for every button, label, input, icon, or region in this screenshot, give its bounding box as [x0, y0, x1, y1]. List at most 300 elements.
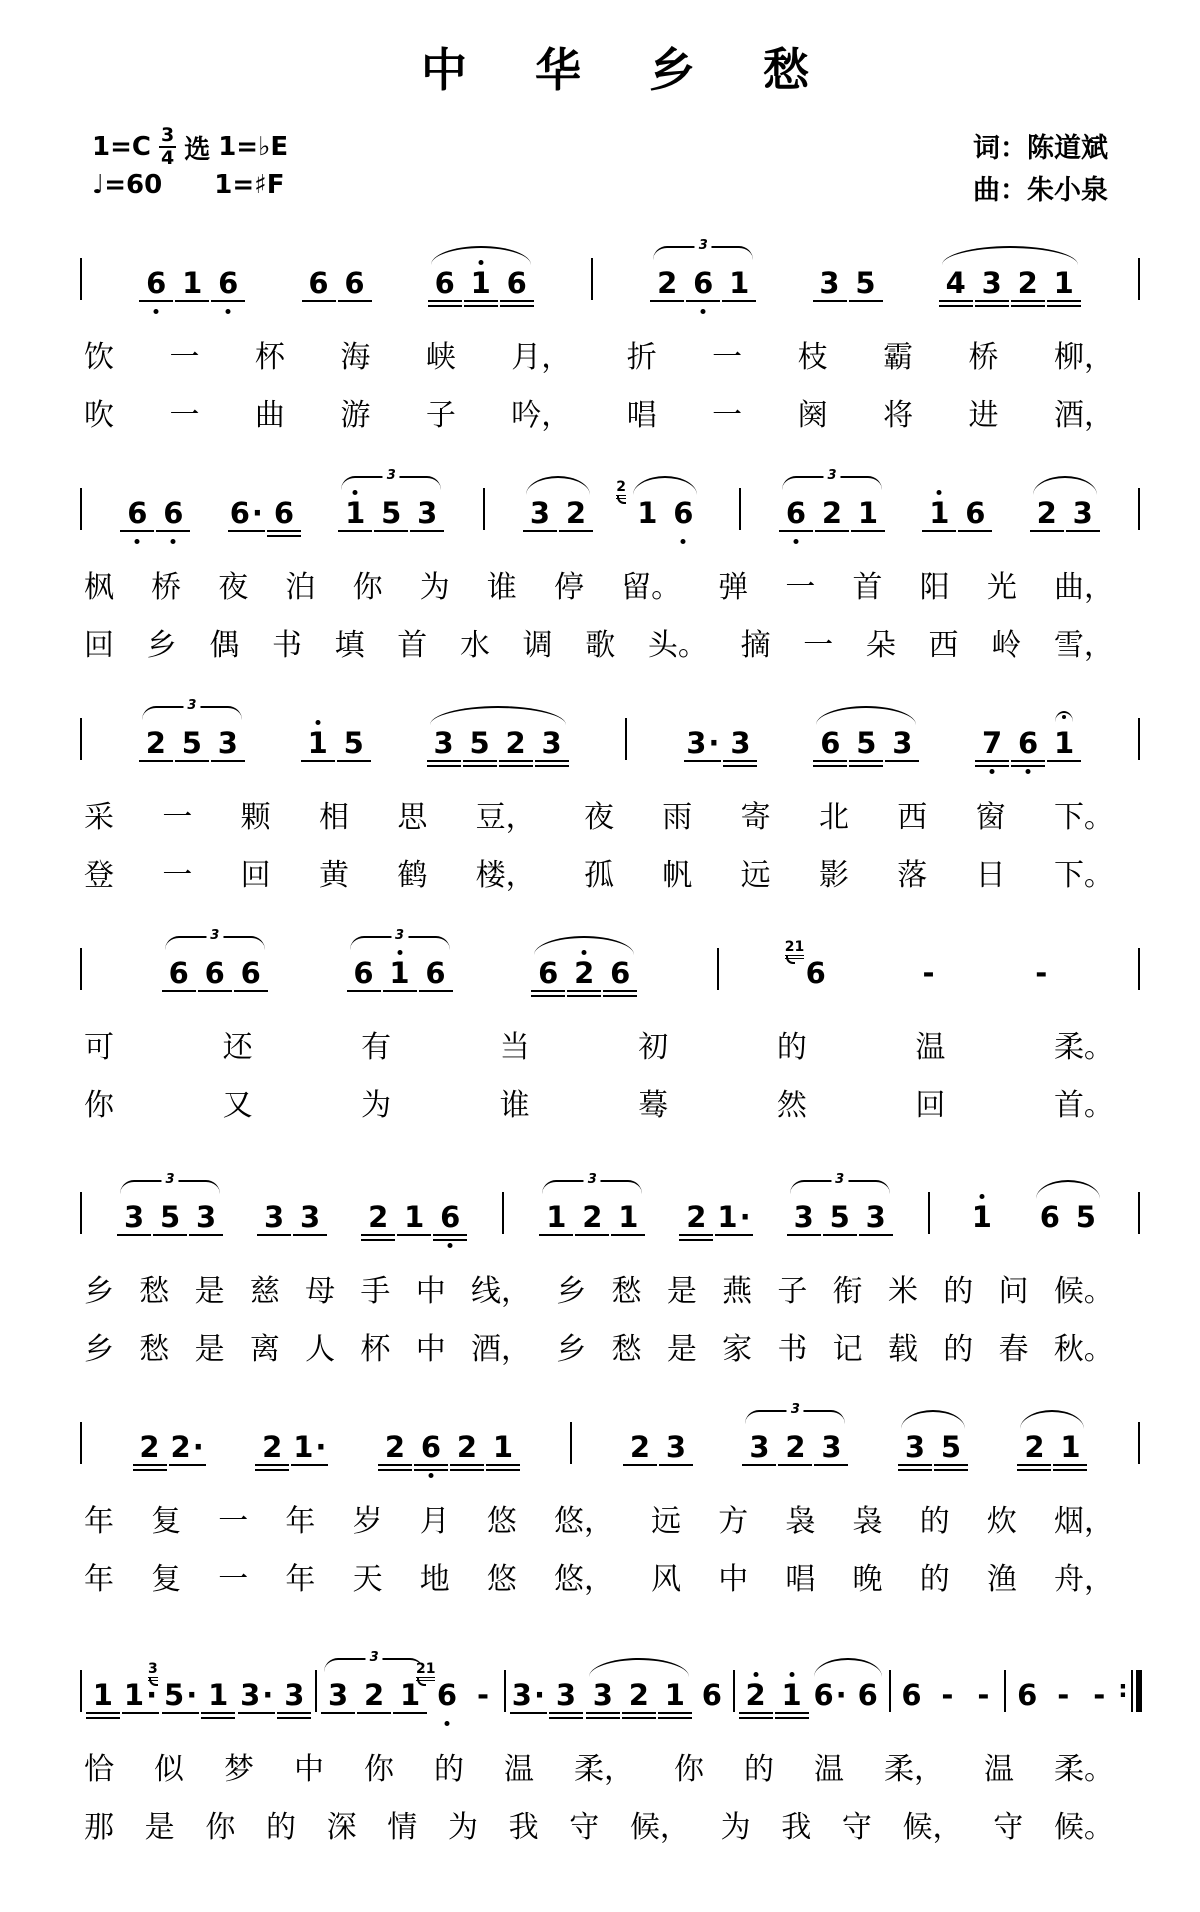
lyric-syllable: 寄 — [740, 800, 771, 835]
time-signature — [159, 126, 176, 168]
grace-note: 21 — [785, 940, 804, 959]
note: 3· — [509, 1680, 548, 1712]
note-group — [427, 246, 535, 300]
barline — [502, 1192, 504, 1234]
note-group — [538, 1180, 646, 1234]
beam-group — [148, 1661, 236, 1712]
lyric-syllable: 是 — [194, 1332, 225, 1367]
duration-dash: - — [922, 956, 935, 990]
lyric-syllable: 风 — [651, 1562, 682, 1597]
notes-row — [78, 1394, 1142, 1482]
lyric-syllable: 登 — [84, 858, 114, 893]
note: 2 — [558, 498, 594, 530]
lyric-syllable: 乡 — [146, 628, 177, 663]
lyric-syllable: 候， — [629, 1810, 690, 1845]
lyrics-line-1 — [84, 1496, 1114, 1540]
augmentation-dot: · — [739, 1200, 751, 1234]
lyric-syllable: 子 — [425, 398, 456, 433]
note: 6 — [665, 498, 701, 530]
note: 6 — [778, 498, 814, 530]
lyric-syllable: 一 — [712, 398, 743, 433]
note: 1 — [382, 958, 418, 990]
note: 3 — [426, 728, 462, 760]
note: 3 — [409, 498, 445, 530]
note: 3 — [116, 1202, 152, 1234]
note-group — [893, 1660, 1001, 1712]
arc-spacer — [305, 248, 369, 265]
lyric-syllable: 梦 — [224, 1752, 254, 1787]
note: 2 — [377, 1432, 413, 1464]
lyric-syllable: 那 — [84, 1810, 114, 1845]
lyrics-line-2 — [84, 1554, 1114, 1598]
note: 3 — [534, 728, 570, 760]
augmentation-dot: · — [708, 726, 720, 760]
augmentation-dot: · — [251, 496, 263, 530]
notes-row — [78, 1164, 1142, 1252]
note: 6 — [337, 268, 373, 300]
lyric-syllable: 一 — [712, 340, 743, 375]
barline — [1138, 948, 1140, 990]
note: 2 — [738, 1680, 774, 1712]
note: 2 — [498, 728, 534, 760]
note: 5 — [933, 1432, 969, 1464]
arc-spacer — [915, 938, 943, 955]
beam-group — [812, 268, 884, 300]
lyric-syllable: 一 — [162, 858, 193, 893]
note: 6· — [813, 1678, 847, 1712]
repeat-dots: : — [1118, 1675, 1128, 1703]
lyric-syllable: 饮 — [84, 340, 114, 375]
note-group — [1029, 476, 1101, 530]
note: 6 — [701, 1678, 722, 1712]
lyric-syllable: 蓦 — [638, 1088, 669, 1123]
system-5 — [78, 1164, 1152, 1368]
lyric-syllable: 酒， — [470, 1332, 531, 1367]
lyric-syllable: 年 — [285, 1562, 316, 1597]
note: 5 — [462, 728, 498, 760]
barline — [80, 1670, 82, 1712]
note: 7 — [974, 728, 1010, 760]
barline — [1138, 258, 1140, 300]
lyric-syllable: 一 — [169, 340, 200, 375]
note: 21 6 — [429, 1680, 465, 1712]
augmentation-dot: · — [315, 1430, 327, 1464]
beam-group — [509, 1680, 584, 1712]
slur-arc — [1033, 476, 1097, 495]
arc-spacer — [687, 708, 754, 725]
beam-group — [1029, 498, 1101, 530]
lyric-syllable: 雪， — [1053, 628, 1114, 663]
barline — [889, 1670, 891, 1712]
notes-row — [78, 1642, 1142, 1730]
note: 3 — [812, 268, 848, 300]
arc-spacer — [742, 1660, 806, 1677]
beam-group — [938, 268, 1082, 300]
lyric-syllable: 阕 — [797, 398, 828, 433]
note: 5 — [822, 1202, 858, 1234]
augmentation-dot: · — [146, 1678, 158, 1712]
barline — [483, 488, 485, 530]
note-group — [426, 706, 570, 760]
note-group — [300, 708, 372, 760]
lyric-syllable: 日 — [975, 858, 1006, 893]
lyric-syllable: 乡 — [84, 1274, 114, 1309]
lyric-syllable: 唱 — [785, 1562, 816, 1597]
lyric-syllable: 柔， — [574, 1752, 634, 1787]
time-signature-denominator: 4 — [160, 147, 175, 169]
arc-spacer — [513, 1660, 580, 1677]
note: 1 — [174, 268, 210, 300]
lyric-syllable: 远 — [651, 1504, 682, 1539]
beam-group — [138, 268, 246, 300]
lyric-syllable: 书 — [271, 628, 302, 663]
lyric-syllable: 月 — [419, 1504, 450, 1539]
lyric-syllable: 酒， — [1053, 398, 1114, 433]
lyric-syllable: 你 — [352, 570, 383, 605]
lyric-syllable: 我 — [781, 1810, 812, 1845]
note: 3 — [320, 1680, 356, 1712]
lyric-syllable: 晚 — [852, 1562, 883, 1597]
lyricist-credit: 词：陈道斌 — [973, 133, 1108, 164]
lyric-syllable: 温 — [504, 1752, 534, 1787]
barline — [1138, 488, 1140, 530]
note: 2 — [449, 1432, 485, 1464]
arc-spacer — [816, 248, 880, 265]
lyric-syllable: 一 — [803, 628, 834, 663]
lyric-syllable: 子 — [777, 1274, 808, 1309]
note: 5 — [152, 1202, 188, 1234]
lyric-syllable: 进 — [968, 398, 999, 433]
note-group — [897, 1410, 969, 1464]
barline — [591, 258, 593, 300]
note: 3· — [683, 728, 722, 760]
augmentation-dot: · — [835, 1678, 847, 1712]
lyric-syllable: 又 — [222, 1088, 253, 1123]
beam-group — [786, 1202, 894, 1234]
note: 6· — [227, 498, 266, 530]
lyric-syllable: 初 — [638, 1030, 669, 1065]
beam-group — [538, 1202, 646, 1234]
alternate-key-select-label: 选 — [184, 134, 211, 165]
barline — [1004, 1670, 1006, 1712]
lyric-syllable: 留。 — [621, 570, 682, 605]
octave-dot-above — [397, 950, 402, 955]
lyric-syllable: 一 — [169, 398, 200, 433]
system-3 — [78, 690, 1152, 894]
arc-spacer — [433, 1660, 497, 1677]
note: 3 — [210, 728, 246, 760]
slur-arc — [1036, 1180, 1100, 1199]
lyrics-line-1 — [84, 1744, 1114, 1788]
lyric-syllable: 柔， — [884, 1752, 944, 1787]
grace-note: 2 — [616, 480, 626, 499]
lyric-syllable: 为 — [447, 1810, 478, 1845]
arc-spacer — [260, 1182, 324, 1199]
note: 2 — [649, 268, 685, 300]
note-group — [649, 246, 757, 300]
lyric-syllable: 可 — [84, 1030, 114, 1065]
lyric-syllable: 杯 — [254, 340, 285, 375]
lyric-syllable: 窗 — [975, 800, 1006, 835]
beam-group — [161, 958, 269, 990]
beam-group — [416, 1661, 501, 1712]
note: 2 — [1029, 498, 1065, 530]
note: 1 — [463, 268, 499, 300]
arc-spacer — [231, 478, 298, 495]
beam-group — [427, 268, 535, 300]
note-group — [585, 1658, 693, 1712]
note-group — [786, 1180, 894, 1234]
barline — [625, 718, 627, 760]
lyric-syllable: 秋。 — [1053, 1332, 1114, 1367]
beam-group — [974, 728, 1082, 760]
beam-group — [741, 1432, 849, 1464]
lyric-syllable: 吟， — [511, 398, 572, 433]
lyric-syllable: 愁 — [139, 1274, 170, 1309]
note: 1 — [337, 498, 373, 530]
arc-spacer — [136, 1412, 203, 1429]
lyric-syllable: 泊 — [285, 570, 316, 605]
lyric-syllable: 问 — [998, 1274, 1029, 1309]
note: 6 — [957, 498, 993, 530]
lyric-syllable: 悠 — [486, 1562, 517, 1597]
lyric-syllable: 记 — [832, 1332, 863, 1367]
barline — [80, 258, 82, 300]
note-group — [964, 1182, 1000, 1234]
octave-dot-above — [789, 1672, 794, 1677]
lyric-syllable: 回 — [84, 628, 114, 663]
beam-group — [622, 1432, 694, 1464]
octave-dot-above — [979, 1194, 984, 1199]
note: 3 — [858, 1202, 894, 1234]
triplet-arc — [120, 1180, 220, 1199]
augmentation-dot: · — [533, 1678, 545, 1712]
beam-group — [1016, 1432, 1088, 1464]
note: 2 — [622, 1432, 658, 1464]
slur-arc — [814, 1658, 881, 1677]
lyric-syllable: 是 — [144, 1810, 175, 1845]
note-group — [148, 1660, 236, 1712]
note-group — [911, 938, 947, 990]
note: 2 — [814, 498, 850, 530]
lyric-syllable: 中 — [294, 1752, 324, 1787]
system-7 — [78, 1642, 1152, 1846]
lyric-syllable: 夜 — [218, 570, 249, 605]
note: 6 — [812, 728, 848, 760]
octave-dot-above — [753, 1672, 758, 1677]
beam-group — [346, 958, 454, 990]
lyric-syllable: 岭 — [991, 628, 1022, 663]
octave-dot-above — [315, 720, 320, 725]
note: 1· — [290, 1432, 329, 1464]
lyric-syllable: 枫 — [84, 570, 114, 605]
lyric-syllable: 乡 — [84, 1332, 114, 1367]
beam-group — [530, 958, 638, 990]
lyric-syllable: 游 — [340, 398, 371, 433]
lyric-syllable: 为 — [720, 1810, 751, 1845]
slur-arc — [816, 706, 916, 725]
lyric-syllable: 一 — [218, 1504, 249, 1539]
lyric-syllable: 人 — [305, 1332, 336, 1367]
notes-row — [78, 460, 1142, 548]
lyric-syllable: 黄 — [318, 858, 349, 893]
note-group — [1009, 1660, 1117, 1712]
lyric-syllable: 首 — [852, 570, 883, 605]
lyric-syllable: 守 — [569, 1810, 600, 1845]
note: 2 — [566, 958, 602, 990]
lyric-syllable: 一 — [162, 800, 193, 835]
lyrics-line-1 — [84, 332, 1114, 376]
lyric-syllable: 愁 — [139, 1332, 170, 1367]
beam-group — [360, 1202, 468, 1234]
note: 6 — [499, 268, 535, 300]
beam-group — [683, 728, 758, 760]
note-group — [256, 1182, 328, 1234]
note: 3 — [548, 1680, 584, 1712]
slur-arc — [633, 476, 697, 495]
lyric-syllable: 候， — [902, 1810, 963, 1845]
lyric-syllable: 的 — [943, 1274, 974, 1309]
song-title: 中 华 乡 愁 — [420, 43, 836, 97]
lyric-syllable: 温 — [915, 1030, 946, 1065]
lyric-syllable: 似 — [154, 1752, 184, 1787]
note-group — [784, 938, 834, 990]
note-group — [678, 1182, 753, 1234]
lyric-syllable: 的 — [943, 1332, 974, 1367]
lyric-syllable: 唱 — [626, 398, 657, 433]
beam-group — [337, 498, 445, 530]
note: 6 — [138, 268, 174, 300]
time-signature-numerator: 3 — [160, 124, 175, 146]
lyric-syllable: 深 — [326, 1810, 357, 1845]
lyric-syllable: 温 — [814, 1752, 844, 1787]
lyric-syllable: 偶 — [209, 628, 240, 663]
note: 2 1 — [616, 479, 658, 530]
beam-group — [522, 498, 594, 530]
octave-dot-above — [582, 950, 587, 955]
notes-row — [78, 920, 1142, 1008]
lyric-syllable: 守 — [841, 1810, 872, 1845]
credits-block — [973, 128, 1108, 212]
lyric-syllable: 的 — [919, 1504, 950, 1539]
key-signature: 1=C — [92, 132, 151, 162]
note: 1 — [200, 1680, 236, 1712]
beam-group — [921, 498, 993, 530]
beam-group — [300, 728, 372, 760]
lyric-syllable: 手 — [360, 1274, 391, 1309]
beam-group — [893, 1680, 1001, 1712]
lyric-syllable: 中 — [718, 1562, 749, 1597]
slur-arc — [901, 1410, 965, 1429]
barline — [80, 718, 82, 760]
note: 6 — [1017, 1678, 1038, 1712]
note: 5 — [1075, 1200, 1096, 1234]
note-group — [320, 1658, 428, 1712]
slur-arc — [430, 706, 566, 725]
octave-dot-above — [478, 260, 483, 265]
beam-group — [812, 728, 920, 760]
note: 1 — [1046, 728, 1082, 760]
lyric-syllable: 年 — [84, 1562, 114, 1597]
barline — [315, 1670, 317, 1712]
note: 6 — [418, 958, 454, 990]
beam-group — [1009, 1680, 1117, 1712]
lyric-syllable: 水 — [459, 628, 490, 663]
lyric-syllable: 停 — [553, 570, 584, 605]
lyric-syllable: 阳 — [919, 570, 950, 605]
arc-spacer — [364, 1182, 464, 1199]
octave-dot-below — [226, 309, 231, 314]
triplet-arc — [542, 1180, 642, 1199]
note: 1 — [392, 1680, 428, 1712]
lyric-syllable: 霸 — [883, 340, 914, 375]
note: 2 — [356, 1680, 392, 1712]
arc-spacer — [304, 708, 368, 725]
note-group — [377, 1412, 521, 1464]
lyric-syllable: 地 — [419, 1562, 450, 1597]
lyric-syllable: 方 — [718, 1504, 749, 1539]
key-tempo-block — [92, 124, 289, 204]
lyric-syllable: 春 — [998, 1332, 1029, 1367]
note: 1· — [714, 1202, 753, 1234]
note: 2 — [678, 1202, 714, 1234]
barline — [733, 1670, 735, 1712]
beam-group — [85, 1680, 160, 1712]
note: 3 — [897, 1432, 933, 1464]
lyric-syllable: 候。 — [1053, 1274, 1114, 1309]
lyric-syllable: 为 — [419, 570, 450, 605]
duration-dash: - — [941, 1678, 954, 1712]
lyric-syllable: 豆， — [475, 800, 536, 835]
arc-spacer — [698, 1660, 726, 1677]
thick-barline — [1136, 1670, 1142, 1712]
note: 2 — [360, 1202, 396, 1234]
arc-spacer — [925, 478, 989, 495]
lyric-syllable: 西 — [928, 628, 959, 663]
note: 3 — [256, 1202, 292, 1234]
lyric-syllable: 舟， — [1053, 1562, 1114, 1597]
note: 3· — [237, 1680, 276, 1712]
lyric-syllable: 复 — [151, 1562, 182, 1597]
lyric-syllable: 调 — [522, 628, 553, 663]
lyrics-line-1 — [84, 792, 1114, 836]
note: 1 — [964, 1202, 1000, 1234]
lyric-syllable: 鹤 — [397, 858, 428, 893]
note: 2 — [777, 1432, 813, 1464]
end-repeat-barline — [1118, 1670, 1142, 1712]
beam-group — [678, 1202, 753, 1234]
duration-dash: - — [1057, 1678, 1070, 1712]
triplet-arc — [782, 476, 882, 495]
note: 3 — [522, 498, 558, 530]
lyric-syllable: 悠， — [553, 1504, 614, 1539]
note: 6 — [901, 1678, 922, 1712]
lyric-syllable: 你 — [674, 1752, 704, 1787]
barline — [570, 1422, 572, 1464]
lyric-syllable: 是 — [194, 1274, 225, 1309]
note: 6 — [413, 1432, 449, 1464]
note-group — [694, 1660, 730, 1712]
lyric-syllable: 母 — [305, 1274, 336, 1309]
note: 5 — [848, 268, 884, 300]
octave-dot-below — [681, 539, 686, 544]
note: 6 — [210, 268, 246, 300]
octave-dot-below — [445, 1721, 450, 1726]
lyrics-line-1 — [84, 1266, 1114, 1310]
arc-spacer — [897, 1660, 997, 1677]
note: 5 — [373, 498, 409, 530]
note-group — [741, 1410, 849, 1464]
